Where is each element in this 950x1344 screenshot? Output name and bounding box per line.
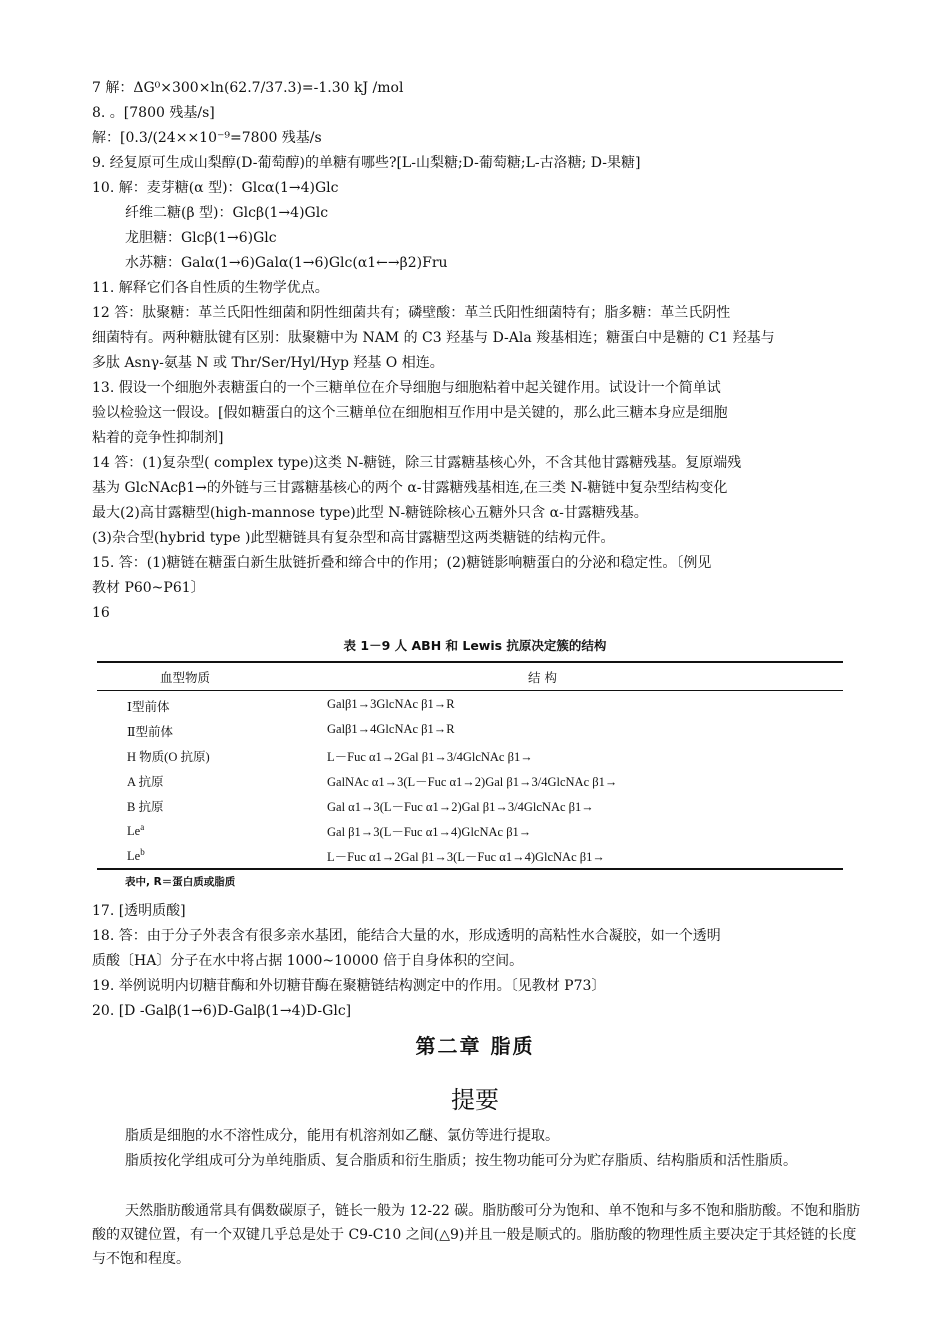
answer-line: 粘着的竞争性抑制剂] (92, 430, 224, 446)
answer-line: 14 答：(1)复杂型( complex type)这类 N-糖链，除三甘露糖基核心外，不含其他甘露糖残基。复原端残 (92, 455, 742, 471)
structure-cell: Galβ1→3GlcNAc β1→R (327, 697, 455, 711)
body-paragraph: 脂质是细胞的水不溶性成分，能用有机溶剂如乙醚、氯仿等进行提取。 (125, 1128, 559, 1144)
structure-cell: Gal β1→3(L－Fuc α1→4)GlcNAc β1→ (327, 825, 532, 839)
table-bottom-rule (97, 868, 843, 870)
answer-line: 16 (92, 605, 110, 621)
body-paragraph: 脂质按化学组成可分为单纯脂质、复合脂质和衍生脂质；按生物功能可分为贮存脂质、结构脂质和活性脂质。 (125, 1153, 797, 1169)
structure-cell: GalNAc α1→3(L－Fuc α1→2)Gal β1→3/4GlcNAc β1→ (327, 775, 618, 789)
substance-cell (127, 822, 144, 839)
body-paragraph: 天然脂肪酸通常具有偶数碳原子，链长一般为 12-22 碳。脂肪酸可分为饱和、单不饱和与多不饱和脂肪酸。不饱和脂肪酸的双键位置，有一个双键几乎总是处于 C9-C10 之间(△9)并且一般是顺式的。脂肪酸的物理性质主要决定于其烃链的长度与不饱和程度。 (92, 1203, 861, 1267)
table-caption: 表 1－9 人 ABH 和 Lewis 抗原决定簇的结构 (343, 638, 607, 653)
substance-cell: H 物质(O 抗原) (127, 750, 210, 764)
substance-cell: B 抗原 (127, 800, 164, 814)
substance-cell: A 抗原 (127, 775, 164, 789)
answer-line: 10. 解：麦芽糖(α 型)：Glcα(1→4)Glc (92, 180, 339, 196)
table-row (0, 772, 950, 796)
answer-line: 解：[0.3/(24××10⁻⁹=7800 残基/s (92, 130, 322, 146)
answer-line: 13. 假设一个细胞外表糖蛋白的一个三糖单位在介导细胞与细胞粘着中起关键作用。试设计一个简单试 (92, 380, 721, 396)
answer-line: 教材 P60~P61〕 (92, 580, 205, 596)
answer-line: 龙胆糖：Glcβ(1→6)Glc (125, 230, 277, 246)
answer-line: 基为 GlcNAcβ1→的外链与三甘露糖基核心的两个 α-甘露糖残基相连,在三类 N-糖链中复杂型结构变化 (92, 480, 728, 496)
table-row (0, 747, 950, 771)
table-header-structure: 结 构 (528, 670, 557, 685)
answer-line: 多肽 Asnγ-氨基 N 或 Thr/Ser/Hyl/Hyp 羟基 O 相连。 (92, 355, 444, 371)
table-row (0, 722, 950, 746)
answer-line: 9. 经复原可生成山梨醇(D-葡萄醇)的单糖有哪些?[L-山梨糖;D-葡萄糖;L-古洛糖; D-果糖] (92, 155, 641, 171)
structure-cell: Gal α1→3(L－Fuc α1→2)Gal β1→3/4GlcNAc β1→ (327, 800, 594, 814)
table-footnote: 表中, R＝蛋白质或脂质 (125, 876, 236, 888)
answer-line: 20. [D -Galβ(1→6)D-Galβ(1→4)D-Glc] (92, 1003, 352, 1019)
answer-line: 8. 。[7800 残基/s] (92, 105, 215, 121)
table-top-rule (97, 661, 843, 663)
answer-line: 15. 答：(1)糖链在糖蛋白新生肽链折叠和缔合中的作用；(2)糖链影响糖蛋白的分泌和稳定性。〔例见 (92, 555, 712, 571)
answer-line: 18. 答：由于分子外表含有很多亲水基团，能结合大量的水，形成透明的高粘性水合凝胶，如一个透明 (92, 928, 721, 944)
substance-superscript: a (140, 822, 145, 832)
answer-line: 11. 解释它们各自性质的生物学优点。 (92, 280, 329, 296)
table-header-rule (97, 690, 843, 691)
answer-line: 细菌特有。两种糖肽键有区别：肽聚糖中为 NAM 的 C3 羟基与 D-Ala 羧基相连；糖蛋白中是糖的 C1 羟基与 (92, 330, 775, 346)
answer-line: 纤维二糖(β 型)：Glcβ(1→4)Glc (125, 205, 329, 221)
answer-line: 验以检验这一假设。[假如糖蛋白的这个三糖单位在细胞相互作用中是关键的，那么此三糖本身应是细胞 (92, 405, 728, 421)
answer-line: 19. 举例说明内切糖苷酶和外切糖苷酶在聚糖链结构测定中的作用。〔见教材 P73〕 (92, 978, 606, 994)
structure-cell: Galβ1→4GlcNAc β1→R (327, 722, 455, 736)
substance-cell: Ⅱ型前体 (127, 725, 173, 739)
substance-cell: Ⅰ型前体 (127, 700, 170, 714)
summary-title: 提要 (451, 1086, 499, 1114)
substance-superscript: b (140, 847, 145, 857)
answer-line: 7 解：ΔG⁰×300×ln(62.7/37.3)=-1.30 kJ /mol (92, 80, 404, 96)
chapter-title: 第二章 脂质 (415, 1034, 535, 1058)
answer-line: 最大(2)高甘露糖型(high-mannose type)此型 N-糖链除核心五糖外只含 α-甘露糖残基。 (92, 505, 648, 521)
answer-line: 质酸〔HA〕分子在水中将占据 1000~10000 倍于自身体积的空间。 (92, 953, 524, 969)
table-row (0, 797, 950, 821)
answer-line: (3)杂合型(hybrid type )此型糖链具有复杂型和高甘露糖型这两类糖链的结构元件。 (92, 530, 615, 546)
table-row (0, 822, 950, 846)
substance-name: Le (127, 849, 141, 863)
answer-line: 12 答：肽聚糖：革兰氏阳性细菌和阴性细菌共有；磷壁酸：革兰氏阳性细菌特有；脂多糖：革兰氏阴性 (92, 305, 731, 321)
structure-cell: L－Fuc α1→2Gal β1→3(L－Fuc α1→4)GlcNAc β1→ (327, 850, 605, 864)
structure-cell: L－Fuc α1→2Gal β1→3/4GlcNAc β1→ (327, 750, 533, 764)
answer-line: 水苏糖：Galα(1→6)Galα(1→6)Glc(α1←→β2)Fru (125, 255, 448, 271)
table-row (0, 697, 950, 721)
substance-name: Le (127, 824, 141, 838)
table-header-substance: 血型物质 (160, 670, 211, 685)
substance-cell (127, 847, 145, 864)
answer-line: 17. [透明质酸] (92, 903, 186, 919)
